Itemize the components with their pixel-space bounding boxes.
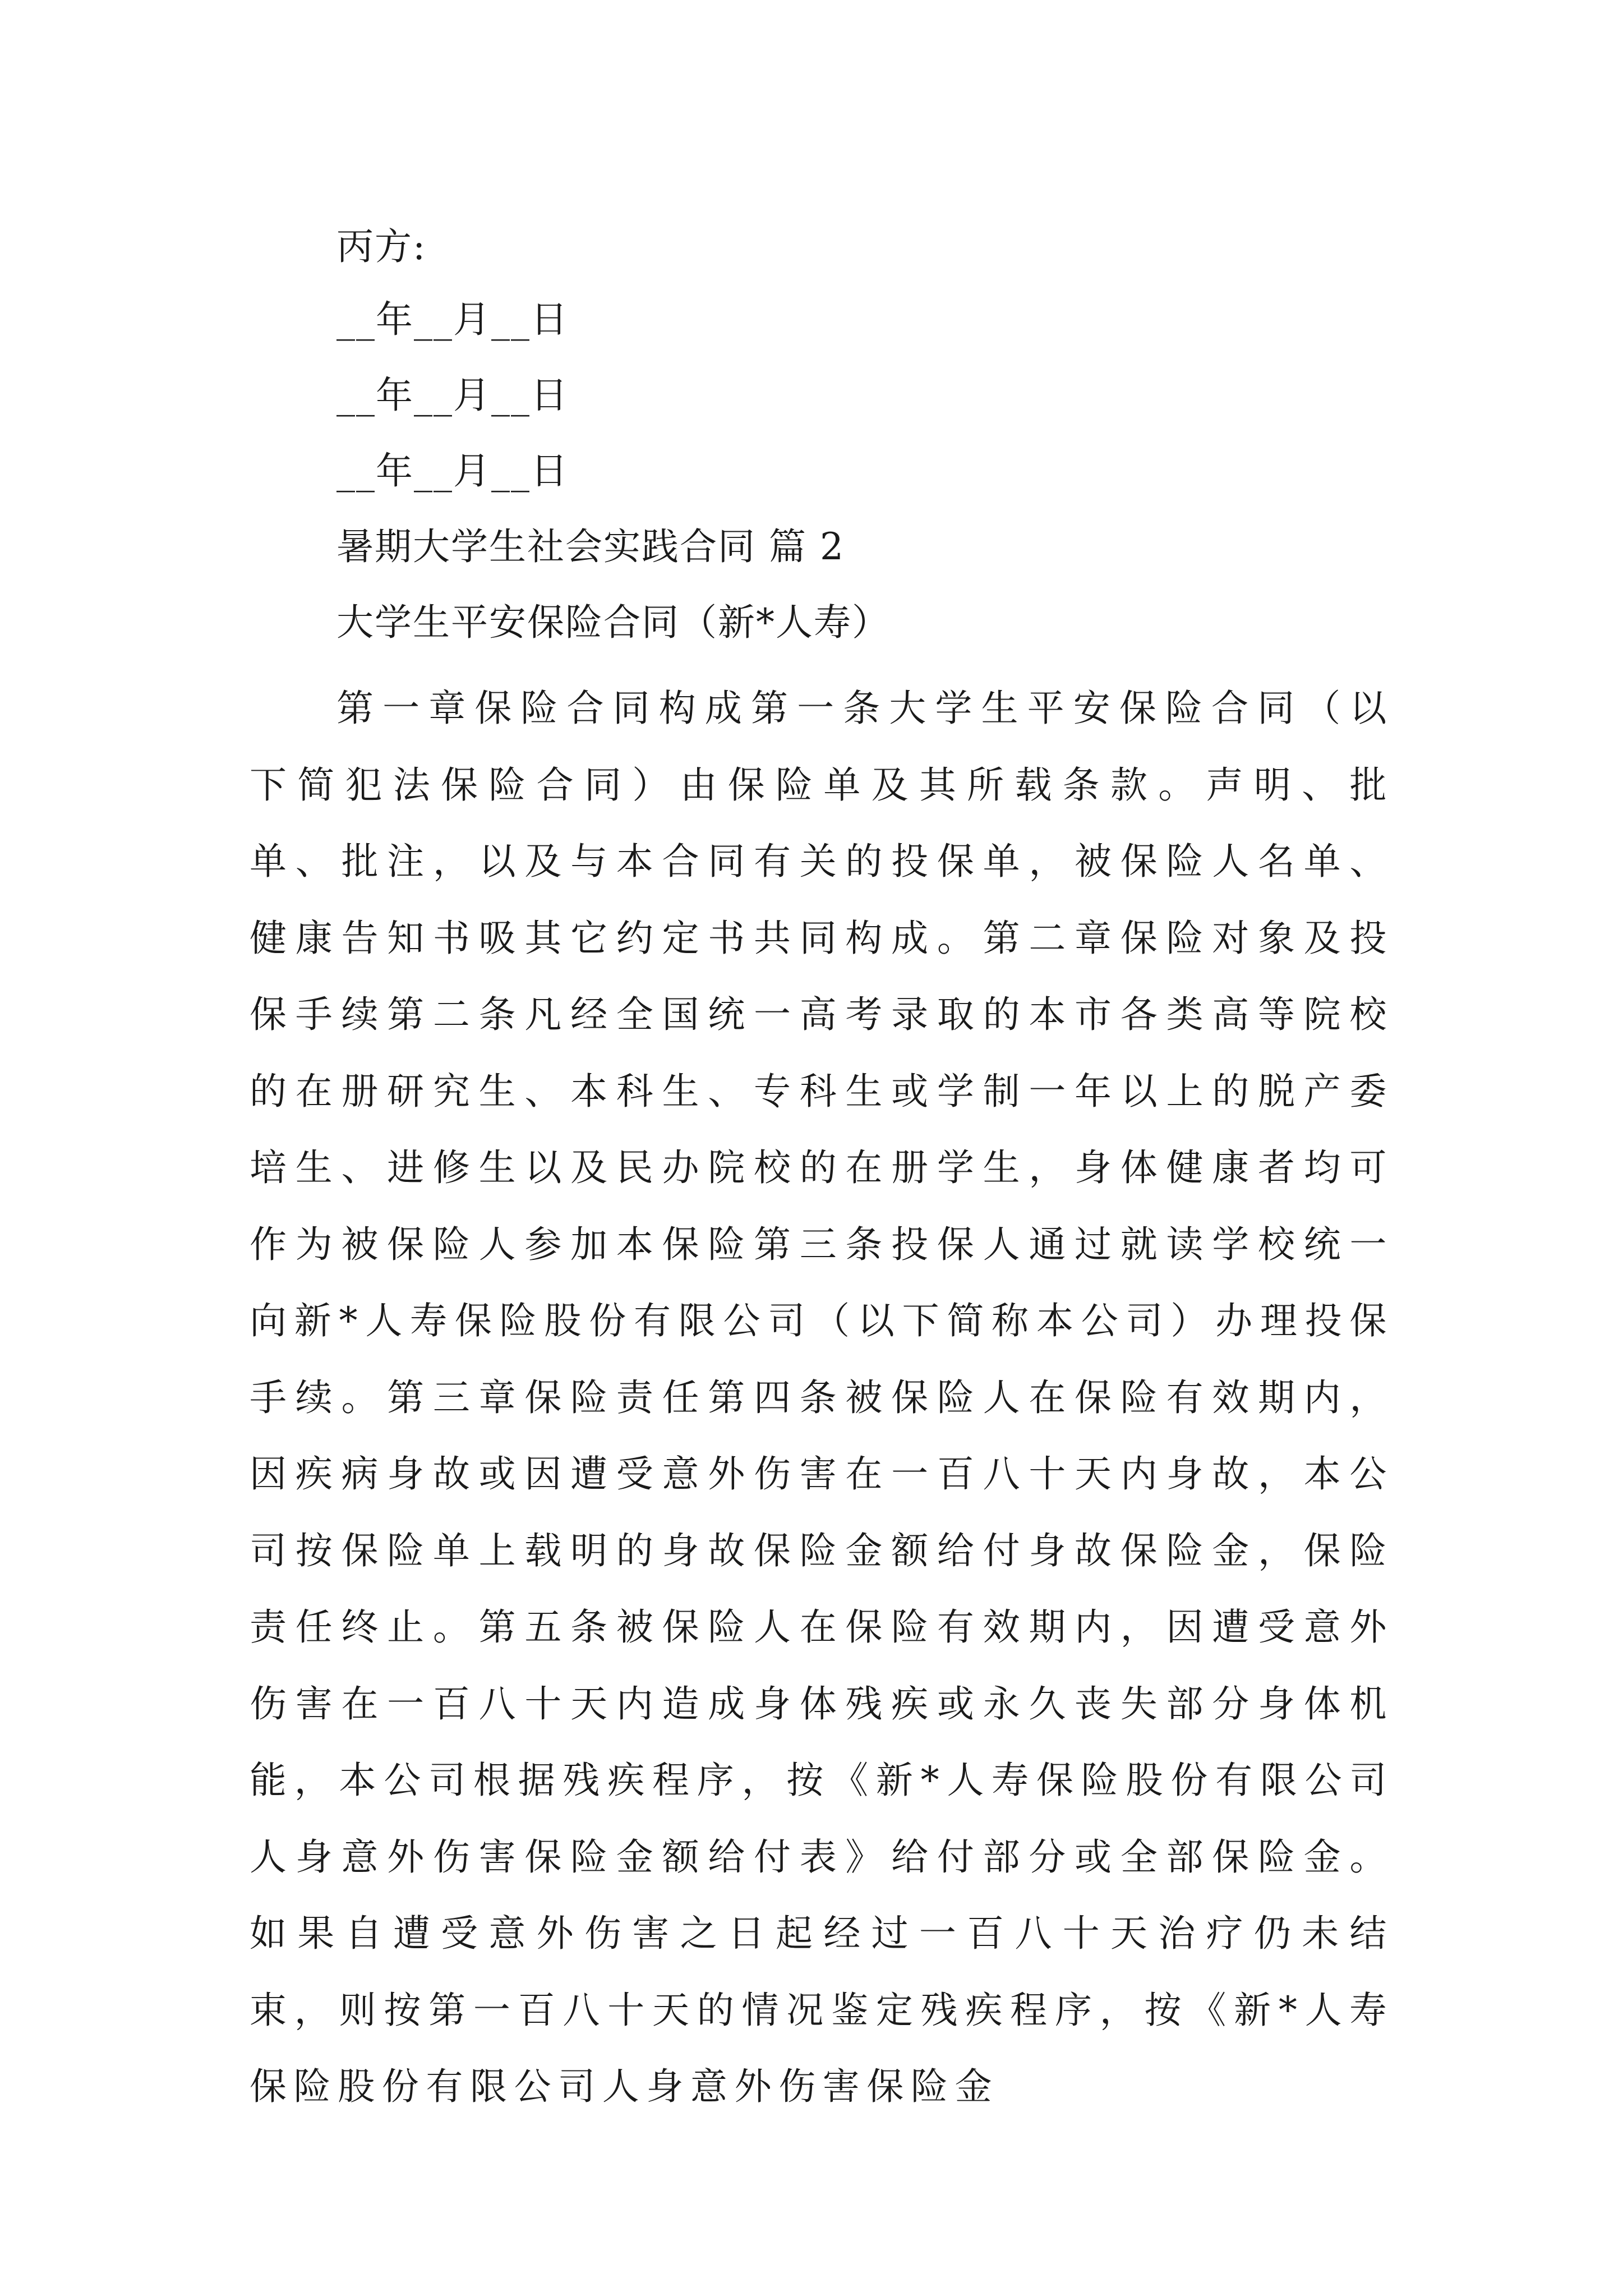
date-line-2: __年__月__日 — [336, 374, 569, 417]
date-line-1: __年__月__日 — [336, 298, 569, 341]
contract-body-paragraph: 第一章保险合同构成第一条大学生平安保险合同（以下简犯法保险合同）由保险单及其所载条款。声明、批单、批注，以及与本合同有关的投保单，被保险人名单、健康告知书吸其它约定书共同构成。第二章保险对象及投保手续第二条凡经全国统一高考录取的本市各类高等院校的在册研究生、本科生、专科生或学制一年以上的脱产委培生、进修生以及民办院校的在册学生，身体健康者均可作为被保险人参加本保险第三条投保人通过就读学校统一向新*人寿保险股份有限公司（以下简称本公司）办理投保手续。第三章保险责任第四条被保险人在保险有效期内，因疾病身故或因遭受意外伤害在一百八十天内身故，本公司按保险单上载明的身故保险金额给付身故保险金，保险责任终止。第五条被保险人在保险有效期内，因遭受意外伤害在一百八十天内造成身体残疾或永久丧失部分身体机能，本公司根据残疾程序，按《新*人寿保险股份有限公司人身意外伤害保险金额给付表》给付部分或全部保险金。如果自遭受意外伤害之日起经过一百八十天治疗仍未结束，则按第一百八十天的情况鉴定残疾程序，按《新*人寿保险股份有限公司人身意外伤害保险金 — [250, 687, 1394, 2108]
party-c-label: 丙方: — [336, 225, 427, 268]
contract-title: 大学生平安保险合同（新*人寿） — [336, 601, 890, 644]
section-heading: 暑期大学生社会实践合同 篇 2 — [336, 525, 845, 568]
date-line-3: __年__月__日 — [336, 449, 569, 493]
